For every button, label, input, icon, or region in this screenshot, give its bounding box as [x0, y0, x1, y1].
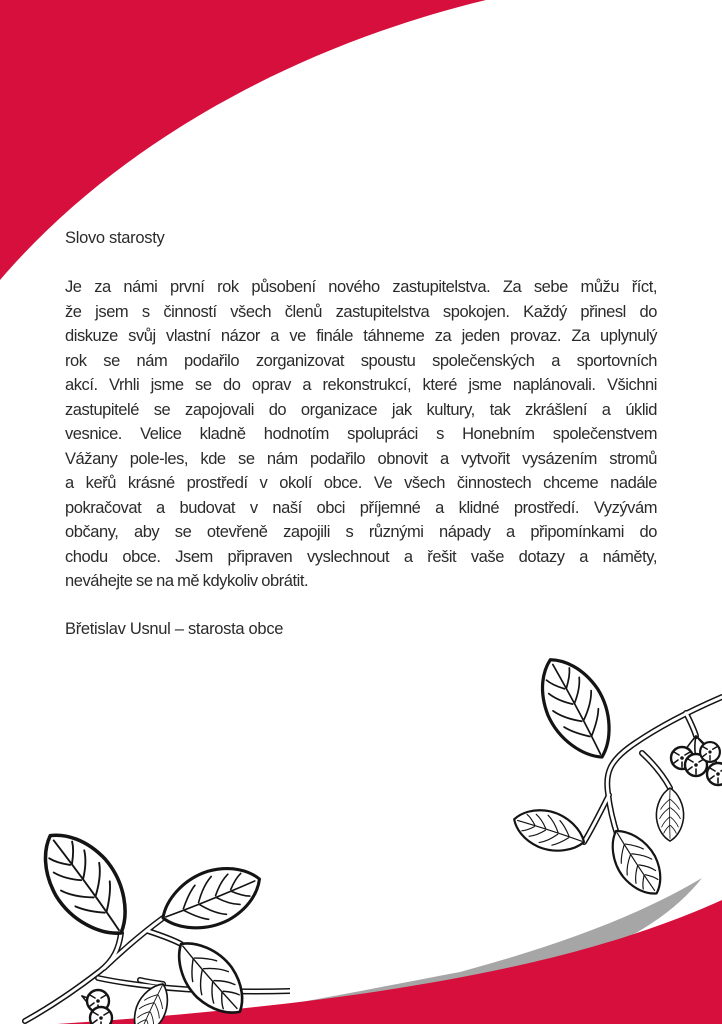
article-body	[65, 275, 657, 594]
body-line: Je za námi první rok působení nového zastupitelstva. Za sebe můžu říct,	[65, 278, 657, 296]
body-line: neváhejte se na mě kdykoliv obrátit.	[65, 572, 309, 590]
body-line: pokračovat a budovat v naší obci příjemné a klidné prostředí. Vyzývám	[65, 498, 657, 517]
body-line: Vážany pole-les, kde se nám podařilo obnovit a vytvořit vysázením stromů	[65, 449, 657, 468]
branch-decoration-left	[20, 830, 290, 1024]
branch-decoration-right	[490, 645, 722, 937]
body-line: akcí. Vrhli jsme se do oprav a rekonstrukcí, které jsme naplánovali. Všichni	[65, 376, 657, 394]
body-line: rok se nám podařilo zorganizovat spoustu společenských a sportovních	[65, 351, 657, 370]
body-line: vesnice. Velice kladně hodnotím spolupráci s Honebním společenstvem	[65, 425, 657, 443]
body-line: občany, aby se otevřeně zapojili s různými nápady a připomínkami do	[65, 523, 657, 541]
article	[65, 226, 657, 641]
body-line: zastupitelé se zapojovali do organizace jak kultury, tak zkrášlení a úklid	[65, 400, 657, 419]
body-line: diskuze svůj vlastní názor a ve finále táhneme za jeden provaz. Za uplynulý	[65, 327, 657, 345]
body-line: chodu obce. Jsem připraven vyslechnout a řešit vaše dotazy a náměty,	[65, 547, 657, 566]
body-line: že jsem s činností všech členů zastupitelstva spokojen. Každý přinesl do	[65, 302, 657, 321]
signature: Břetislav Usnul – starosta obce	[65, 619, 284, 638]
article-title: Slovo starosty	[65, 229, 165, 247]
body-line: a keřů krásné prostředí v okolí obce. Ve všech činnostech chceme nadále	[65, 474, 657, 492]
